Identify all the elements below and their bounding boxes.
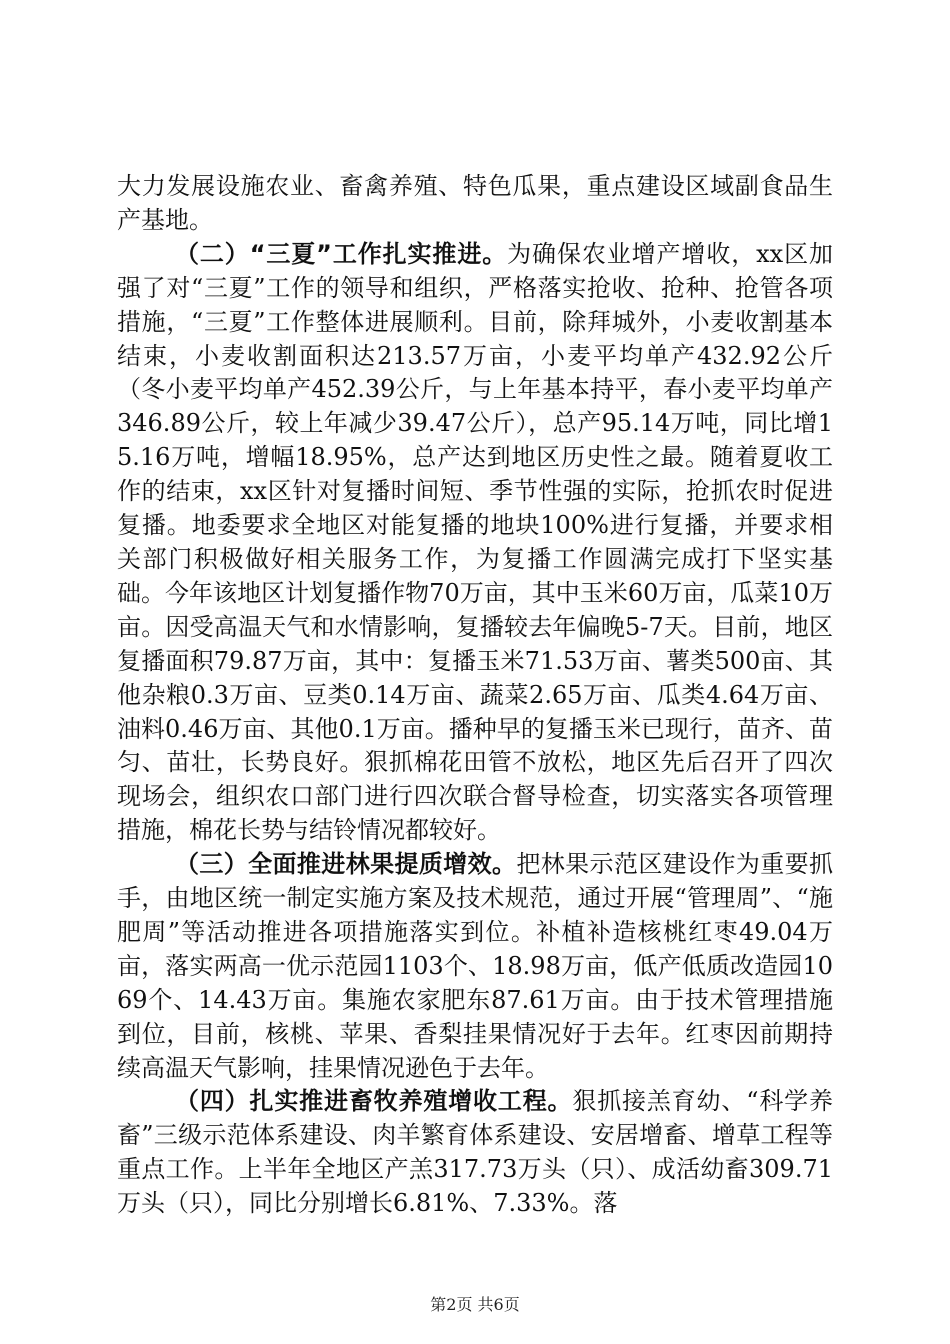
section-heading-4: （四）扎实推进畜牧养殖增收工程。: [175, 1087, 573, 1116]
paragraph-intro: [117, 170, 833, 238]
section-heading-2: （二）“三夏”工作扎实推进。: [175, 239, 508, 268]
paragraph-linguo: [117, 848, 833, 1085]
page-footer: 第2页 共6页: [430, 1295, 520, 1314]
section-heading-3: （三）全面推进林果提质增效。: [175, 850, 517, 879]
paragraph-sanxia: [117, 238, 833, 848]
paragraph-xumu: [117, 1085, 833, 1221]
paragraph-text: 把林果示范区建设作为重要抓手，由地区统一制定实施方案及技术规范，通过开展“管理周”、“施肥周”等活动推进各项措施落实到位。补植补造核桃红枣49.04万亩，落实两高一优示范园1103个、18.98万亩，低产低质改造园1069个、14.43万亩。集施农家肥东87.61万亩。由于技术管理措施到位，目前，核桃、苹果、香梨挂果情况好于去年。红枣因前期持续高温天气影响，挂果情况逊色于去年。: [117, 850, 834, 1082]
paragraph-text: 狠抓接羔育幼、“科学养畜”三级示范体系建设、肉羊繁育体系建设、安居增畜、增草工程等重点工作。上半年全地区产羔317.73万头（只）、成活幼畜309.71万头（只），同比分别增长6.81%、7.33%。落: [117, 1087, 833, 1218]
paragraph-text: 大力发展设施农业、畜禽养殖、特色瓜果，重点建设区域副食品生产基地。: [117, 172, 833, 234]
paragraph-text: 为确保农业增产增收，xx区加强了对“三夏”工作的领导和组织，严格落实抢收、抢种、抢管各项措施，“三夏”工作整体进展顺利。目前，除拜城外，小麦收割基本结束，小麦收割面积达213.57万亩，小麦平均单产432.92公斤（冬小麦平均单产452.39公斤，与上年基本持平，春小麦平均单产346.89公斤，较上年减少39.47公斤），总产95.14万吨，同比增15.16万吨，增幅18.95%，总产达到地区历史性之最。随着夏收工作的结束，xx区针对复播时间短、季节性强的实际，抢抓农时促进复播。地委要求全地区对能复播的地块100%进行复播，并要求相关部门积极做好相关服务工作，为复播工作圆满完成打下坚实基础。今年该地区计划复播作物70万亩，其中玉米60万亩，瓜菜10万亩。因受高温天气和水情影响，复播较去年偏晚5-7天。目前，地区复播面积79.87万亩，其中：复播玉米71.53万亩、薯类500亩、其他杂粮0.3万亩、豆类0.14万亩、蔬菜2.65万亩、瓜类4.64万亩、油料0.46万亩、其他0.1万亩。播种早的复播玉米已现行，苗齐、苗匀、苗壮，长势良好。狠抓棉花田管不放松，地区先后召开了四次现场会，组织农口部门进行四次联合督导检查，切实落实各项管理措施，棉花长势与结铃情况都较好。: [117, 239, 833, 845]
document-body: [117, 170, 833, 1221]
